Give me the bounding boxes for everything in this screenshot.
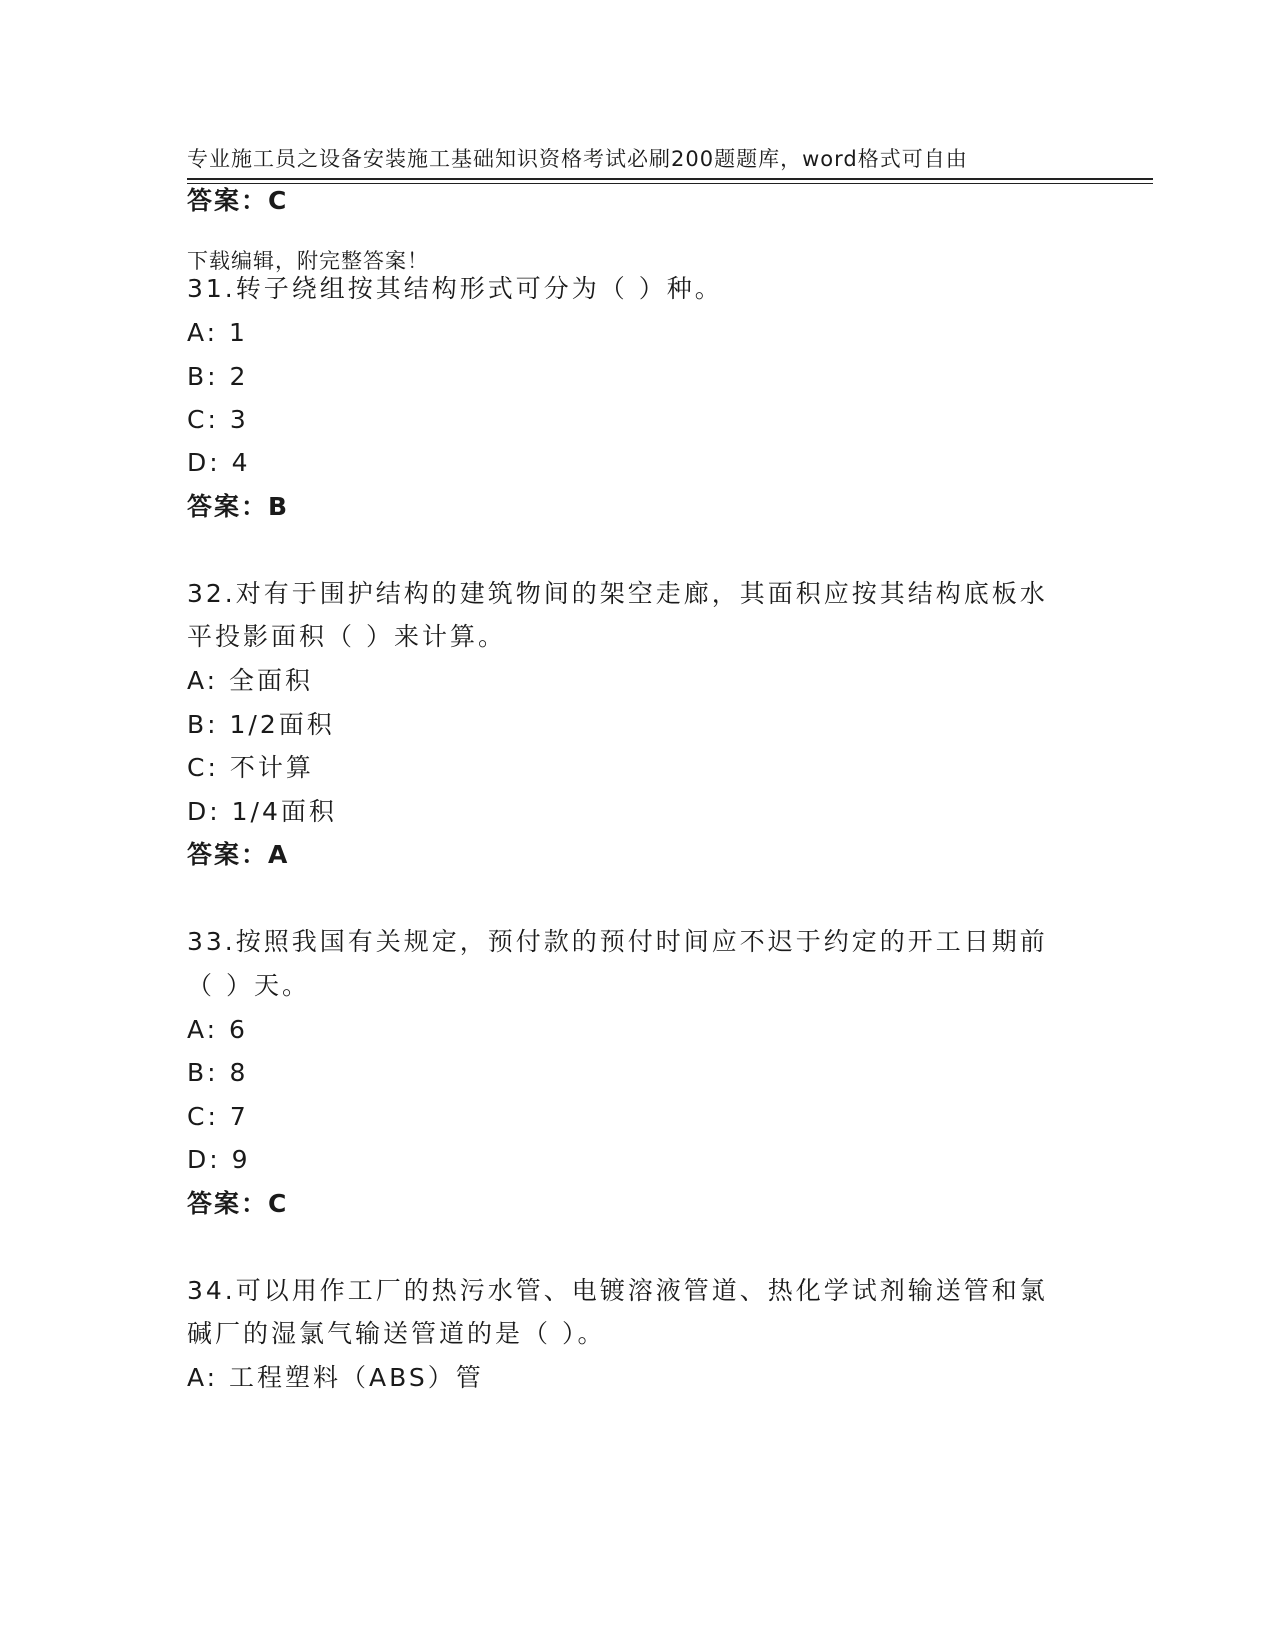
- header-line-1: 专业施工员之设备安装施工基础知识资格考试必刷200题题库，word格式可自由: [187, 147, 968, 171]
- question-32-option-d: D: 1/4面积: [187, 797, 337, 826]
- question-31-option-d: D: 4: [187, 448, 251, 477]
- question-33-text-line-1: 33.按照我国有关规定，预付款的预付时间应不迟于约定的开工日期前: [187, 927, 1048, 956]
- question-33-option-b: B: 8: [187, 1058, 249, 1087]
- question-34-text-line-2: 碱厂的湿氯气输送管道的是（ ）。: [187, 1319, 606, 1348]
- question-34-text-line-1: 34.可以用作工厂的热污水管、电镀溶液管道、热化学试剂输送管和氯: [187, 1276, 1048, 1305]
- question-31-option-a: A: 1: [187, 318, 248, 347]
- question-31-option-b: B: 2: [187, 362, 249, 391]
- answer-30: 答案：C: [187, 186, 289, 215]
- question-33-option-d: D: 9: [187, 1145, 251, 1174]
- question-33-option-a: A: 6: [187, 1015, 248, 1044]
- answer-33: 答案：C: [187, 1189, 289, 1218]
- answer-31: 答案：B: [187, 492, 290, 521]
- question-32-option-b: B: 1/2面积: [187, 710, 335, 739]
- question-31-text: 31.转子绕组按其结构形式可分为（ ）种。: [187, 274, 723, 303]
- question-33-text-line-2: （ ）天。: [187, 971, 310, 1000]
- question-31-option-c: C: 3: [187, 405, 249, 434]
- question-32-text-line-1: 32.对有于围护结构的建筑物间的架空走廊，其面积应按其结构底板水: [187, 579, 1048, 608]
- question-32-text-line-2: 平投影面积（ ）来计算。: [187, 622, 506, 651]
- answer-32: 答案：A: [187, 840, 290, 869]
- question-32-option-c: C: 不计算: [187, 753, 314, 782]
- question-32-option-a: A: 全面积: [187, 666, 314, 695]
- question-34-option-a: A: 工程塑料（ABS）管: [187, 1363, 484, 1392]
- header-line-2: 下载编辑，附完整答案！: [187, 249, 429, 273]
- question-33-option-c: C: 7: [187, 1102, 249, 1131]
- header-divider: [187, 178, 1153, 180]
- header-divider-thin: [187, 183, 1153, 184]
